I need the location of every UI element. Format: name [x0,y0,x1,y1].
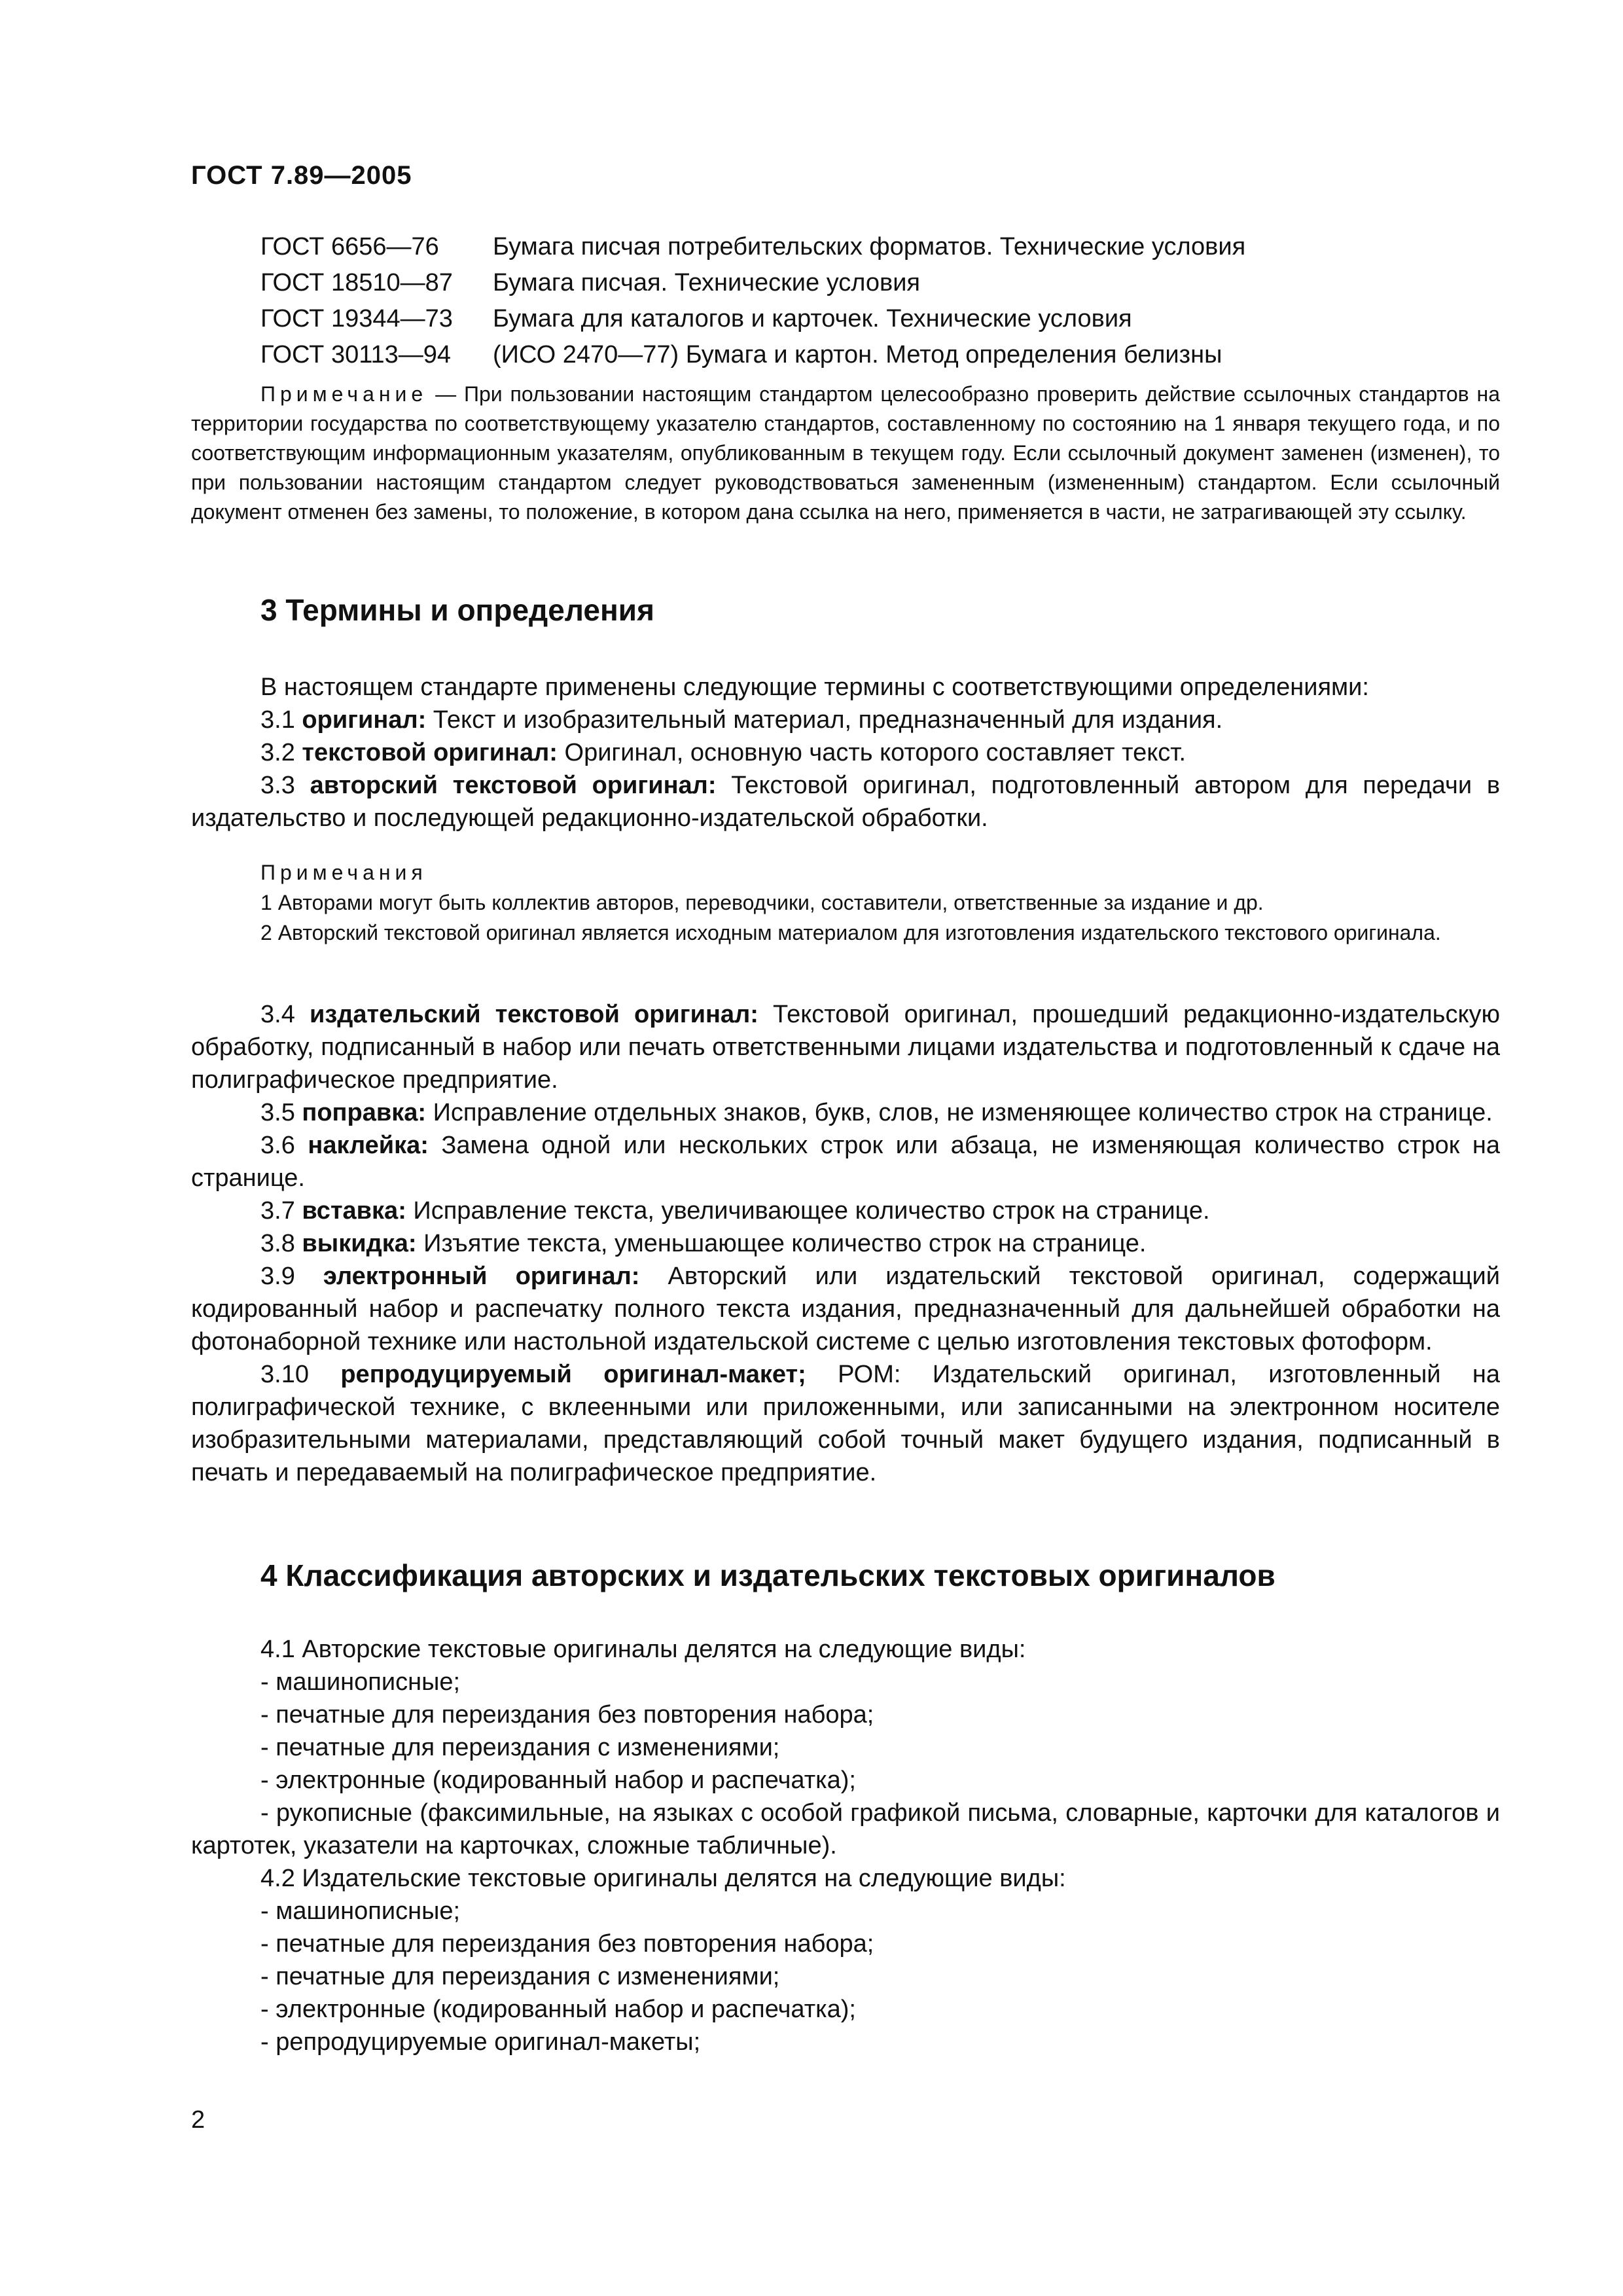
note-item: 1 Авторами могут быть коллектив авторов, переводчики, составители, ответственные за издание и др. [260,891,1264,914]
definition-item: 3.1 оригинал: Текст и изобразительный материал, предназначенный для издания. [260,706,1223,734]
section-3-definitions-continued [191,998,1500,1489]
section-3-notes [191,857,1500,948]
reference-note [191,380,1500,527]
note-label: Примечание [260,382,428,406]
definition-item: 3.6 наклейка: Замена одной или нескольких строк или абзаца, не изменяющая количество строк на странице. [191,1132,1500,1192]
list-item: - печатные для переиздания с изменениями; [260,1963,780,1990]
reference-list [260,229,1245,373]
notes-label: Примечания [260,861,427,884]
definition-item: 3.4 издательский текстовой оригинал: Текстовой оригинал, прошедший редакционно-издательскую обработку, подписанный в набор или печать ответственными лицами издательства и подготовленный к сдаче на полиграфическое предприятие. [191,1001,1500,1094]
list-item: - машинописные; [260,1897,461,1925]
section-4-body [191,1633,1500,2058]
reference-item: ГОСТ 6656—76 Бумага писчая потребительских форматов. Технические условия [260,233,1246,260]
list-item: - рукописные (факсимильные, на языках с особой графикой письма, словарные, карточки для каталогов и картотек, указатели на карточках, сложные табличные). [191,1799,1500,1859]
list-item: - электронные (кодированный набор и распечатка); [260,1996,856,2023]
definition-item: 3.2 текстовой оригинал: Оригинал, основную часть которого составляет текст. [260,739,1186,766]
definition-item: 3.8 выкидка: Изъятие текста, уменьшающее количество строк на странице. [260,1230,1147,1257]
section-3-title: 3 Термины и определения [260,593,654,627]
section-3-body [191,671,1500,834]
list-item: - машинописные; [260,1668,461,1696]
list-item: - печатные для переиздания без повторения набора; [260,1930,874,1958]
definition-item: 3.5 поправка: Исправление отдельных знаков, букв, слов, не изменяющее количество строк на странице. [260,1099,1493,1126]
note-text: — При пользовании настоящим стандартом целесообразно проверить действие ссылочных стандартов на территории государства по соответствующему указателю стандартов, составленному по состоянию на 1 января текущего года, и по соответствующим информационным указателям, опубликованным в текущем году. Если ссылочный документ заменен (изменен), то при пользовании настоящим стандартом следует руководствоваться замененным (измененным) стандартом. Если ссылочный документ отменен без замены, то положение, в котором дана ссылка на него, применяется в части, не затрагивающей эту ссылку. [191,382,1500,524]
list-item: - электронные (кодированный набор и распечатка); [260,1767,856,1794]
reference-item: ГОСТ 19344—73 Бумага для каталогов и карточек. Технические условия [260,305,1132,332]
reference-item: ГОСТ 18510—87 Бумага писчая. Технические условия [260,269,921,296]
document-header: ГОСТ 7.89—2005 [191,161,412,190]
section-3-intro: В настоящем стандарте применены следующие термины с соответствующими определениями: [260,673,1369,701]
definition-item: 3.7 вставка: Исправление текста, увеличивающее количество строк на странице. [260,1197,1210,1225]
definition-item: 3.9 электронный оригинал: Авторский или издательский текстовой оригинал, содержащий кодированный набор и распечатку полного текста издания, предназначенный для дальнейшей обработки на фотонаборной технике или настольной издательской системе с целью изготовления текстовых фотоформ. [191,1263,1500,1355]
section-4-title: 4 Классификация авторских и издательских текстовых оригиналов [260,1558,1275,1592]
list-item: - печатные для переиздания с изменениями; [260,1734,780,1761]
definition-item: 3.3 авторский текстовой оригинал: Текстовой оригинал, подготовленный автором для передачи в издательство и последующей редакционно-издательской обработки. [191,772,1501,832]
page-number: 2 [191,2106,205,2134]
list-item: - репродуцируемые оригинал-макеты; [260,2028,701,2056]
paragraph: 4.1 Авторские текстовые оригиналы делятся на следующие виды: [260,1636,1026,1663]
reference-item: ГОСТ 30113—94 (ИСО 2470—77) Бумага и картон. Метод определения белизны [260,341,1222,368]
list-item: - печатные для переиздания без повторения набора; [260,1701,874,1729]
paragraph: 4.2 Издательские текстовые оригиналы делятся на следующие виды: [260,1865,1066,1892]
note-item: 2 Авторский текстовой оригинал является исходным материалом для изготовления издательского текстового оригинала. [260,921,1441,944]
definition-item: 3.10 репродуцируемый оригинал-макет; РОМ: Издательский оригинал, изготовленный на полиграфической технике, с вклеенными или приложенными, или записанными на электронном носителе изобразительными материалами, представляющий собой точный макет будущего издания, подписанный в печать и передаваемый на полиграфическое предприятие. [191,1361,1500,1486]
